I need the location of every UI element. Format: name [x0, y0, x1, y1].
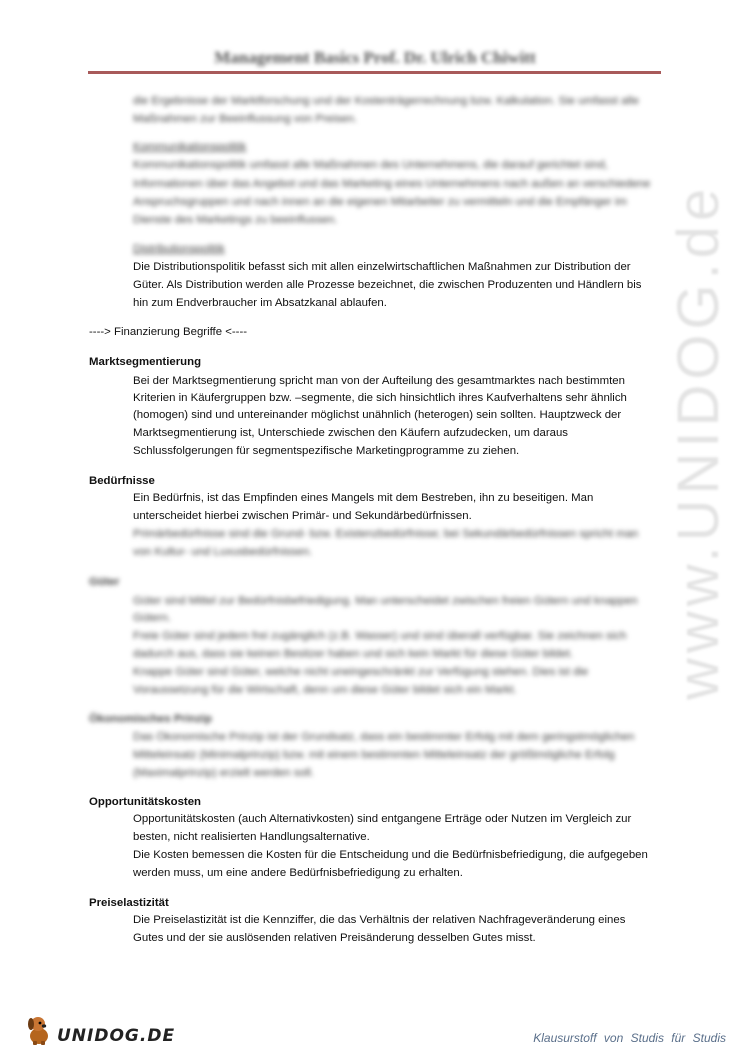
text-line: (homogen) sind und untereinander möglichst unähnlich (heterogen) sein sollten. Hauptzweck der: [133, 409, 622, 421]
text-line: (Maximalprinzip) erzielt werden soll.: [133, 767, 315, 779]
page-header-title: Management Basics Prof. Dr. Ulrich Chiwitt: [214, 48, 536, 67]
text-line: Dienste des Marketings zu beeinflussen.: [133, 214, 338, 226]
text-line: Schlussfolgerungen für segmentspezifische Marketingprogramme zu ziehen.: [133, 445, 520, 457]
text-line: Ein Bedürfnis, ist das Empfinden eines Mangels mit dem Bestreben, ihn zu beseitigen. Man: [133, 492, 594, 504]
text-line: Informationen über das Angebot und das Marketing eines Unternehmens nach außen an verschiedene: [133, 178, 651, 190]
section-marker: ----> Finanzierung Begriffe <----: [89, 326, 248, 338]
text-line: Kommunikationspolitik umfasst alle Maßnahmen des Unternehmens, die darauf gerichtet sind,: [133, 159, 608, 171]
text-line: von Kultur- und Luxusbedürfnissen.: [133, 546, 313, 558]
watermark: www.UNIDOG.de: [666, 183, 731, 700]
text-line: die Ergebnisse der Marktforschung und der Kostenträgerrechnung bzw. Kalkulation. Sie umfasst alle: [133, 95, 639, 107]
section-heading-kommunikation: Kommunikationspolitik: [133, 141, 247, 153]
section-heading-oekonomisch: Ökonomisches Prinzip: [89, 713, 212, 725]
text-line: Die Kosten bemessen die Kosten für die Entscheidung und die Bedürfnisbefriedigung, die aufgegeben: [133, 849, 648, 861]
text-line: Das Ökonomische Prinzip ist der Grundsatz, dass ein bestimmter Erfolg mit dem geringstmöglichen: [133, 731, 635, 743]
section-heading-preiselastizitaet: Preiselastizität: [89, 897, 169, 909]
section-heading-marktsegmentierung: Marktsegmentierung: [89, 356, 202, 368]
unidog-logo[interactable]: [24, 1012, 175, 1046]
header-divider: [88, 71, 661, 74]
section-heading-gueter: Güter: [89, 576, 120, 588]
text-line: Primärbedürfnisse sind die Grund- bzw. Existenzbedürfnisse; bei Sekundärbedürfnissen spricht man: [133, 528, 639, 540]
text-line: werden muss, um eine andere Bedürfnisbefriedigung zu erhalten.: [133, 867, 463, 879]
text-line: Opportunitätskosten (auch Alternativkosten) sind entgangene Erträge oder Nutzen im Vergleich zur: [133, 813, 632, 825]
text-line: Gütern.: [133, 612, 171, 624]
text-line: Gutes und der sie auslösenden relativen Preisänderung desselben Gutes misst.: [133, 932, 536, 944]
text-line: Knappe Güter sind Güter, welche nicht uneingeschränkt zur Verfügung stehen. Dies ist die: [133, 666, 589, 678]
text-line: Voraussetzung für die Wirtschaft, denn um diese Güter bildet sich ein Markt.: [133, 684, 517, 696]
dog-mascot-icon: [24, 1012, 54, 1046]
text-line: Kriterien in Käufergruppen bzw. –segmente, die sich hinsichtlich ihres Kaufverhaltens sehr ähnlich: [133, 392, 627, 404]
text-line: besten, nicht realisierten Handlungsalternative.: [133, 831, 370, 843]
text-line: Freie Güter sind jedem frei zugänglich (z.B. Wasser) und sind überall verfügbar. Sie zeichnen sich: [133, 630, 627, 642]
text-line: Marktsegmentierung ist, Unterschiede zwischen den Käufern aufzudecken, um daraus: [133, 427, 568, 439]
section-heading-distribution: Distributionspolitik: [133, 243, 225, 255]
logo-text: UNIDOG.DE: [57, 1026, 176, 1046]
text-line: Anspruchsgruppen und nach innen an die eigenen Mitarbeiter zu vermitteln und die Empfänger im: [133, 196, 627, 208]
text-line: Die Distributionspolitik befasst sich mit allen einzelwirtschaftlichen Maßnahmen zur Distribution der: [133, 261, 631, 273]
text-line: dadurch aus, dass sie keinen Besitzer haben und sich kein Markt für diese Güter bildet.: [133, 648, 574, 660]
text-line: Maßnahmen zur Beeinflussung von Preisen.: [133, 113, 358, 125]
text-line: Mitteleinsatz (Minimalprinzip) bzw. mit einem bestimmten Mitteleinsatz der größtmögliche Erfolg: [133, 749, 615, 761]
text-line: hin zum Endverbraucher im Absatzkanal ablaufen.: [133, 297, 387, 309]
text-line: Bei der Marktsegmentierung spricht man von der Aufteilung des gesamtmarktes nach bestimmten: [133, 375, 625, 387]
section-heading-opportunitaet: Opportunitätskosten: [89, 796, 202, 808]
footer-tagline: Klausurstoff von Studis für Studis: [533, 1031, 726, 1045]
section-heading-beduerfnisse: Bedürfnisse: [89, 475, 155, 487]
text-line: unterscheidet hierbei zwischen Primär- und Sekundärbedürfnissen.: [133, 510, 472, 522]
text-line: Die Preiselastizität ist die Kennziffer, die das Verhältnis der relativen Nachfrageveränderung eines: [133, 914, 626, 926]
text-line: Güter sind Mittel zur Bedürfnisbefriedigung. Man unterscheidet zwischen freien Gütern und knappen: [133, 595, 638, 607]
text-line: Güter. Als Distribution werden alle Prozesse bezeichnet, die zwischen Produzenten und Händlern bis: [133, 279, 642, 291]
